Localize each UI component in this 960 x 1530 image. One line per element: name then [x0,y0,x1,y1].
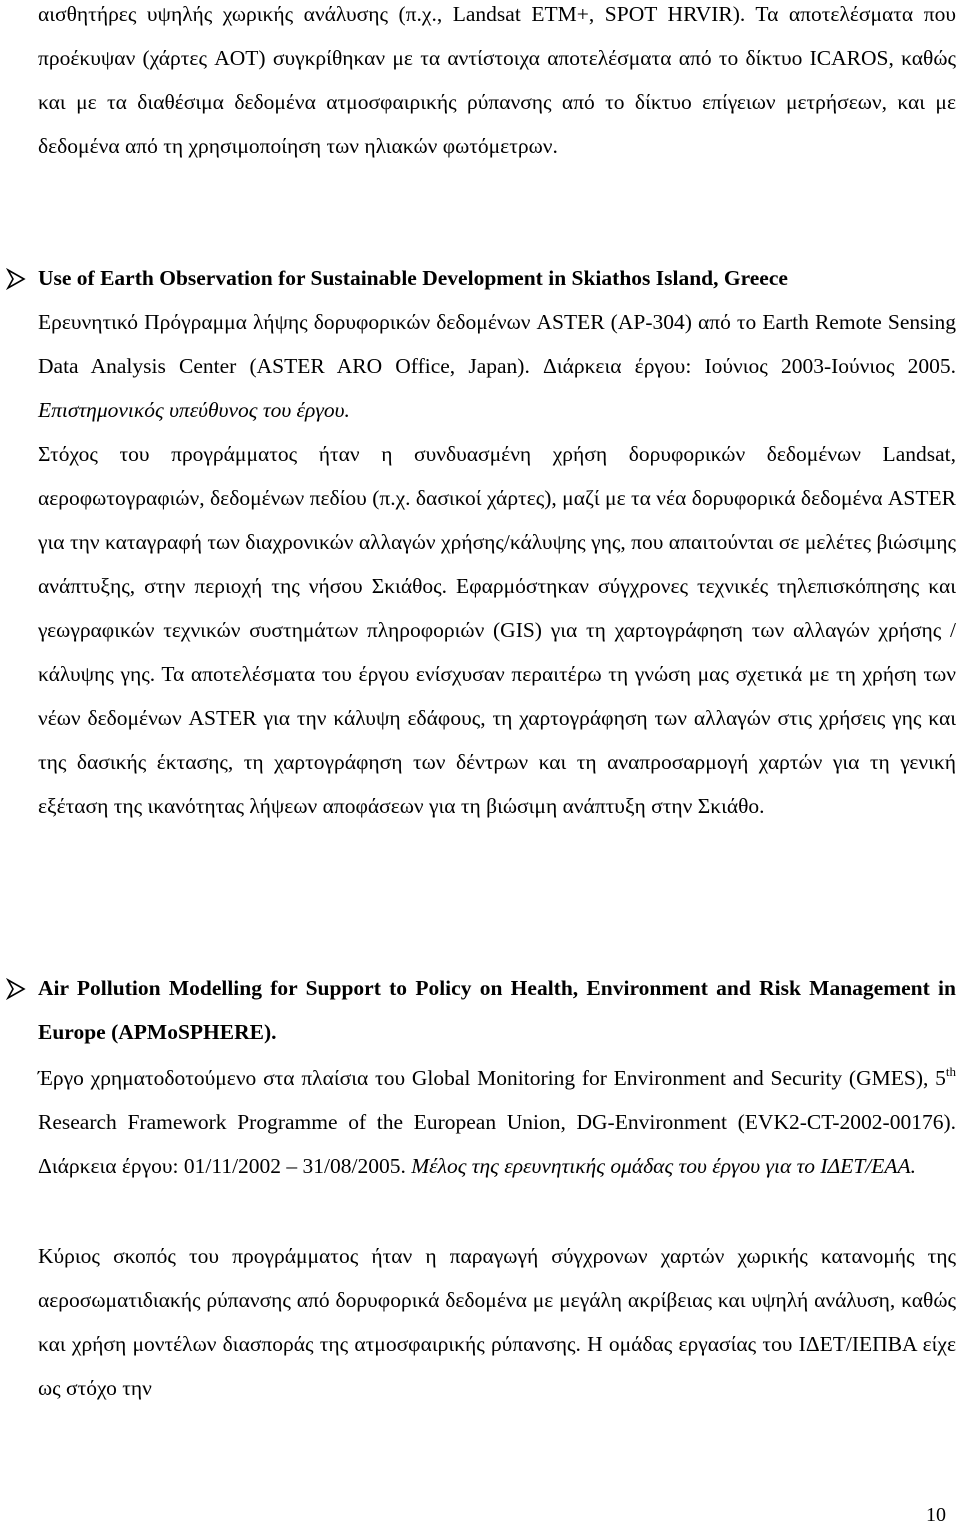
page-number: 10 [926,1504,946,1526]
arrow-bullet-icon [5,268,27,290]
project2-role: Μέλος της ερευνητικής ομάδας του έργου για το ΙΔΕΤ/ΕΑΑ. [411,1154,917,1178]
project1-description: Στόχος του προγράμματος ήταν η συνδυασμένη χρήση δορυφορικών δεδομένων Landsat, αεροφωτογραφιών, δεδομένων πεδίου (π.χ. δασικοί χάρτες), μαζί με τα νέα δορυφορικά δεδομένα ASTER για την καταγραφή των διαχρονικών αλλαγών χρήσης/κάλυψης γης, που απαιτούνται σε μελέτες βιώσιμης ανάπτυξης, στην περιοχή της νήσου Σκιάθος. Εφαρμόστηκαν σύγχρονες τεχνικές τηλεπισκόπησης και γεωγραφικών τεχνικών συστημάτων πληροφοριών (GIS) για τη χαρτογράφηση των αλλαγών χρήσης /κάλυψης γης. Τα αποτελέσματα του έργου ενίσχυσαν περαιτέρω τη γνώση μας σχετικά με τη χρήση των νέων δεδομένων ASTER για την κάλυψη εδάφους, τη χαρτογράφηση των αλλαγών στις χρήσεις γης και της δασικής έκτασης, τη χαρτογράφηση των δέντρων και τη αναπροσαρμογή χαρτών για τη γενική εξέταση της ικανότητας λήψεων αποφάσεων για τη βιώσιμη ανάπτυξη στην Σκιάθο. [38,442,956,818]
intro-paragraph: αισθητήρες υψηλής χωρικής ανάλυσης (π.χ., Landsat ETM+, SPOT HRVIR). Τα αποτελέσματα που προέκυψαν (χάρτες AOT) συγκρίθηκαν με τα αντίστοιχα αποτελέσματα από το δίκτυο ICAROS, καθώς και με τα διαθέσιμα δεδομένα ατμοσφαιρικής ρύπανσης από το δίκτυο επίγειων μετρήσεων, και με δεδομένα από τη χρησιμοποίηση των ηλιακών φωτόμετρων. [38,2,956,158]
project2-funding-sup: th [945,1064,956,1079]
project1-funding-block [38,300,956,432]
project2-funding-block [38,1056,956,1188]
project2-funding-b: Research Framework Programme of the European Union, DG-Environment (EVK2-CT-2002-00176). Διάρκεια έργου: 01/11/2002 – 31/08/2005. [38,1110,956,1178]
project2-title: Air Pollution Modelling for Support to Policy on Health, Environment and Risk Management in Europe (APMoSPHERE). [38,976,956,1044]
project1-funding: Ερευνητικό Πρόγραμμα λήψης δορυφορικών δεδομένων ASTER (AP-304) από το Earth Remote Sensing Data Analysis Center (ASTER ARO Office, Japan). Διάρκεια έργου: Ιούνιος 2003-Ιούνιος 2005. [38,310,956,378]
project1-role: Επιστημονικός υπεύθυνος του έργου. [38,398,350,422]
project2-funding-a: Έργο χρηματοδοτούμενο στα πλαίσια του Global Monitoring for Environment and Security (GMES), 5 [38,1066,946,1090]
project1-title: Use of Earth Observation for Sustainable Development in Skiathos Island, Greece [38,266,788,290]
arrow-bullet-icon [5,978,27,1000]
project2-description: Κύριος σκοπός του προγράμματος ήταν η παραγωγή σύγχρονων χαρτών χωρικής κατανομής της αεροσωματιδιακής ρύπανσης από δορυφορικά δεδομένα με μεγάλη ακρίβειας και υψηλή ανάλυση, καθώς και χρήση μοντέλων διασποράς της ατμοσφαιρικής ρύπανσης. Η ομάδας εργασίας του ΙΔΕΤ/ΙΕΠΒΑ είχε ως στόχο την [38,1244,956,1400]
